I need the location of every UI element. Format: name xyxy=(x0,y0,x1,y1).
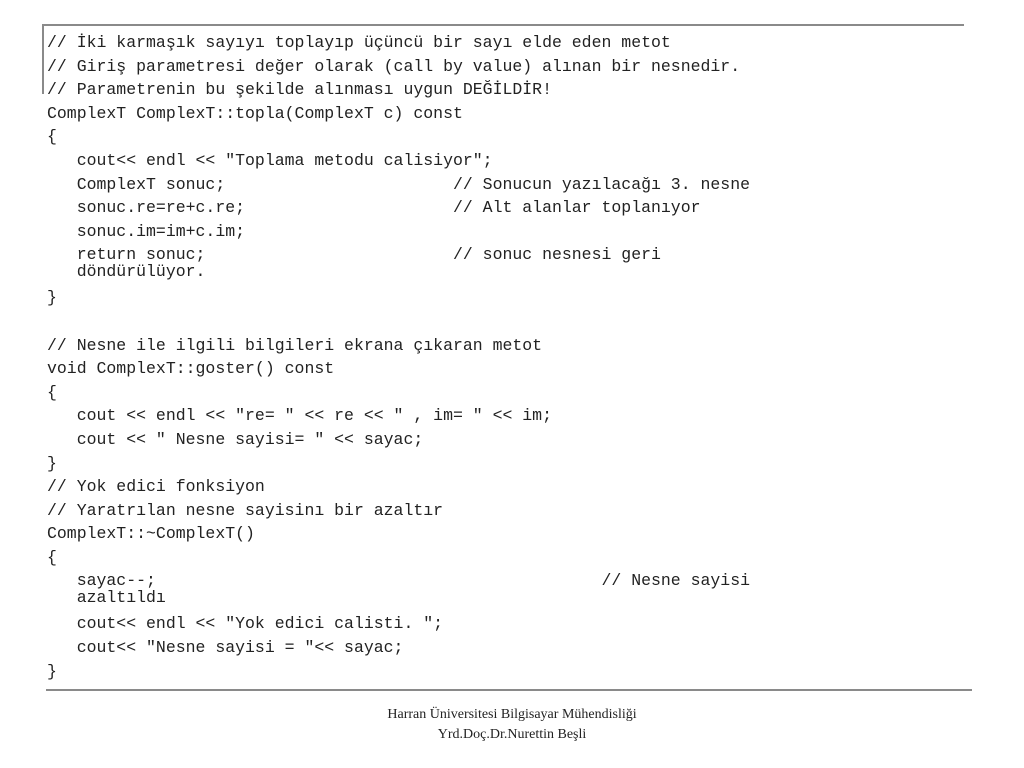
code-line: // Parametrenin bu şekilde alınması uygun DEĞİLDİR! xyxy=(47,80,552,100)
code-line: cout << endl << "re= " << re << " , im= " << im; xyxy=(47,406,552,426)
code-block xyxy=(47,31,967,683)
code-line: } xyxy=(47,453,57,473)
top-divider xyxy=(42,24,964,26)
code-line: cout<< "Nesne sayisi = "<< sayac; xyxy=(47,638,404,658)
code-line: döndürülüyor. xyxy=(47,262,206,282)
left-divider xyxy=(42,24,44,94)
code-line: { xyxy=(47,547,57,567)
code-line: return sonuc; // sonuc nesnesi geri xyxy=(47,245,661,265)
code-line: azaltıldı xyxy=(47,588,166,608)
code-line: cout<< endl << "Yok edici calisti. "; xyxy=(47,614,444,634)
code-line: sonuc.re=re+c.re; // Alt alanlar toplanıyor xyxy=(47,198,701,218)
code-line xyxy=(47,310,967,334)
footer-author: Yrd.Doç.Dr.Nurettin Beşli xyxy=(437,727,587,742)
code-line: // Giriş parametresi değer olarak (call by value) alınan bir nesnedir. xyxy=(47,56,741,76)
code-line: { xyxy=(47,127,57,147)
code-line: { xyxy=(47,382,57,402)
code-line: sonuc.im=im+c.im; xyxy=(47,221,246,241)
code-line: // Nesne ile ilgili bilgileri ekrana çıkaran metot xyxy=(47,335,543,355)
code-line: cout << " Nesne sayisi= " << sayac; xyxy=(47,429,424,449)
code-line: } xyxy=(47,288,57,308)
code-line: cout<< endl << "Toplama metodu calisiyor"; xyxy=(47,150,493,170)
code-line: ComplexT ComplexT::topla(ComplexT c) const xyxy=(47,103,463,123)
slide-footer xyxy=(0,705,1024,745)
code-line: ComplexT::~ComplexT() xyxy=(47,524,255,544)
code-line: sayac--; // Nesne sayisi xyxy=(47,571,751,591)
code-line: } xyxy=(47,661,57,681)
code-line: // Yaratrılan nesne sayisinı bir azaltır xyxy=(47,500,444,520)
code-line: // İki karmaşık sayıyı toplayıp üçüncü bir sayı elde eden metot xyxy=(47,33,671,52)
code-line: void ComplexT::goster() const xyxy=(47,359,335,379)
code-line: ComplexT sonuc; // Sonucun yazılacağı 3. nesne xyxy=(47,174,751,194)
footer-institution: Harran Üniversitesi Bilgisayar Mühendisliği xyxy=(387,707,637,722)
bottom-divider xyxy=(46,689,972,691)
code-line: // Yok edici fonksiyon xyxy=(47,477,265,497)
